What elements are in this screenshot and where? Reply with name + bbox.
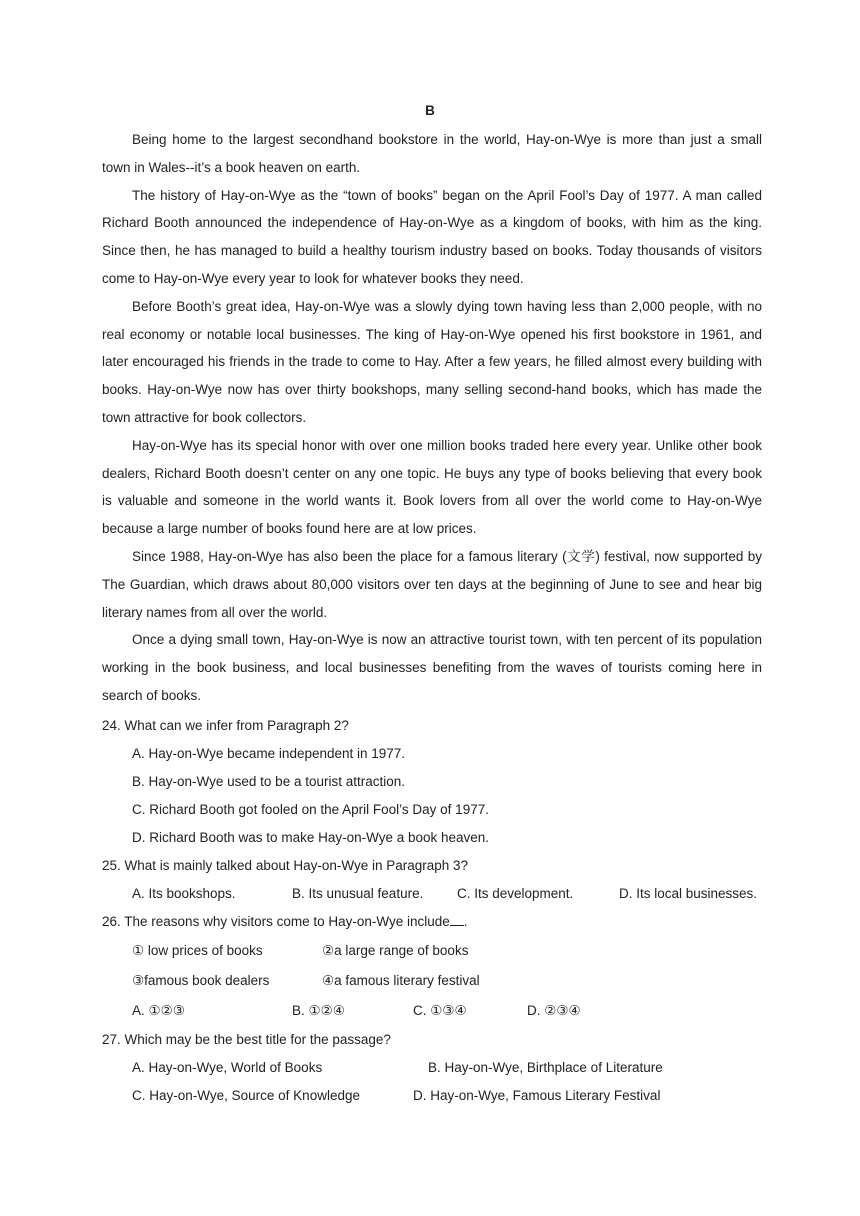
question-26-items-row-1 [102, 936, 782, 966]
paragraph-3: Before Booth’s great idea, Hay-on-Wye was a slowly dying town having less than 2,000 people, with no real economy or notable local businesses. The king of Hay-on-Wye opened his first bookstore in 1961, and later encouraged his friends in the trade to come to Hay. After a few years, he filled almost every building with books. Hay-on-Wye now has over thirty bookshops, many selling second-hand books, which has made the town attractive for book collectors. [102, 298, 762, 425]
question-27-stem: 27. Which may be the best title for the passage? [102, 1032, 391, 1047]
reading-passage [102, 126, 762, 710]
paragraph-5: Since 1988, Hay-on-Wye has also been the place for a famous literary (文学) festival, now supported by The Guardian, which draws about 80,000 visitors over ten days at the beginning of June to see and hear big literary names from all over the world. [102, 548, 762, 620]
question-26-option-b: B. ①②④ [292, 1003, 345, 1018]
question-27-option-b: B. Hay-on-Wye, Birthplace of Literature [428, 1060, 663, 1075]
question-27-option-c: C. Hay-on-Wye, Source of Knowledge [132, 1088, 360, 1103]
question-26-option-c: C. ①③④ [413, 1003, 467, 1018]
question-26-items-row-2 [102, 966, 782, 996]
paragraph-2: The history of Hay-on-Wye as the “town of books” began on the April Fool’s Day of 1977. A man called Richard Booth announced the independence of Hay-on-Wye as a kingdom of books, with him as the king. Since then, he has managed to build a healthy tourism industry based on books. Today thousands of visitors come to Hay-on-Wye every year to look for whatever books they need. [102, 187, 762, 286]
question-25-options [102, 880, 782, 908]
question-25-option-d: D. Its local businesses. [619, 886, 758, 901]
question-25-option-b: B. Its unusual feature. [292, 886, 424, 901]
question-26-options [102, 996, 782, 1026]
question-24-option-d: D. Richard Booth was to make Hay-on-Wye a book heaven. [132, 830, 490, 845]
question-25-option-a: A. Its bookshops. [132, 886, 236, 901]
question-26-option-a: A. ①②③ [132, 1003, 185, 1018]
question-26-item-2: ②a large range of books [322, 943, 469, 958]
question-24-option-a: A. Hay-on-Wye became independent in 1977. [132, 746, 406, 761]
question-24-option-c: C. Richard Booth got fooled on the April Fool’s Day of 1977. [132, 802, 489, 817]
question-27-options-row-2 [102, 1082, 782, 1110]
answer-blank [450, 911, 464, 926]
question-26-item-4: ④a famous literary festival [322, 973, 480, 988]
paragraph-1: Being home to the largest secondhand bookstore in the world, Hay-on-Wye is more than just a small town in Wales--it’s a book heaven on earth. [102, 132, 762, 175]
question-26-item-1: ① low prices of books [132, 943, 263, 958]
paragraph-4: Hay-on-Wye has its special honor with over one million books traded here every year. Unlike other book dealers, Richard Booth doesn’t center on any one topic. He buys any type of books believing that every book is valuable and someone in the world wants it. Book lovers from all over the world come to Hay-on-Wye because a large number of books found here are at low prices. [102, 437, 762, 537]
question-25-stem: 25. What is mainly talked about Hay-on-Wye in Paragraph 3? [102, 858, 469, 873]
question-26-stem-end: . [463, 914, 468, 929]
question-24-option-b: B. Hay-on-Wye used to be a tourist attraction. [132, 774, 406, 789]
question-26-item-3: ③famous book dealers [132, 973, 270, 988]
question-25-option-c: C. Its development. [457, 886, 574, 901]
question-27-option-d: D. Hay-on-Wye, Famous Literary Festival [413, 1088, 661, 1103]
section-heading: B [425, 103, 435, 118]
question-24-stem: 24. What can we infer from Paragraph 2? [102, 718, 349, 733]
question-27-option-a: A. Hay-on-Wye, World of Books [132, 1060, 323, 1075]
question-26-stem [102, 908, 782, 936]
question-27-options-row-1 [102, 1054, 782, 1082]
question-list [102, 712, 782, 1110]
question-26-stem-text: 26. The reasons why visitors come to Hay-on-Wye include [102, 914, 450, 929]
question-26-option-d: D. ②③④ [527, 1003, 581, 1018]
paragraph-6: Once a dying small town, Hay-on-Wye is now an attractive tourist town, with ten percent of its population working in the book business, and local businesses benefiting from the waves of tourists coming here in search of books. [102, 632, 762, 703]
